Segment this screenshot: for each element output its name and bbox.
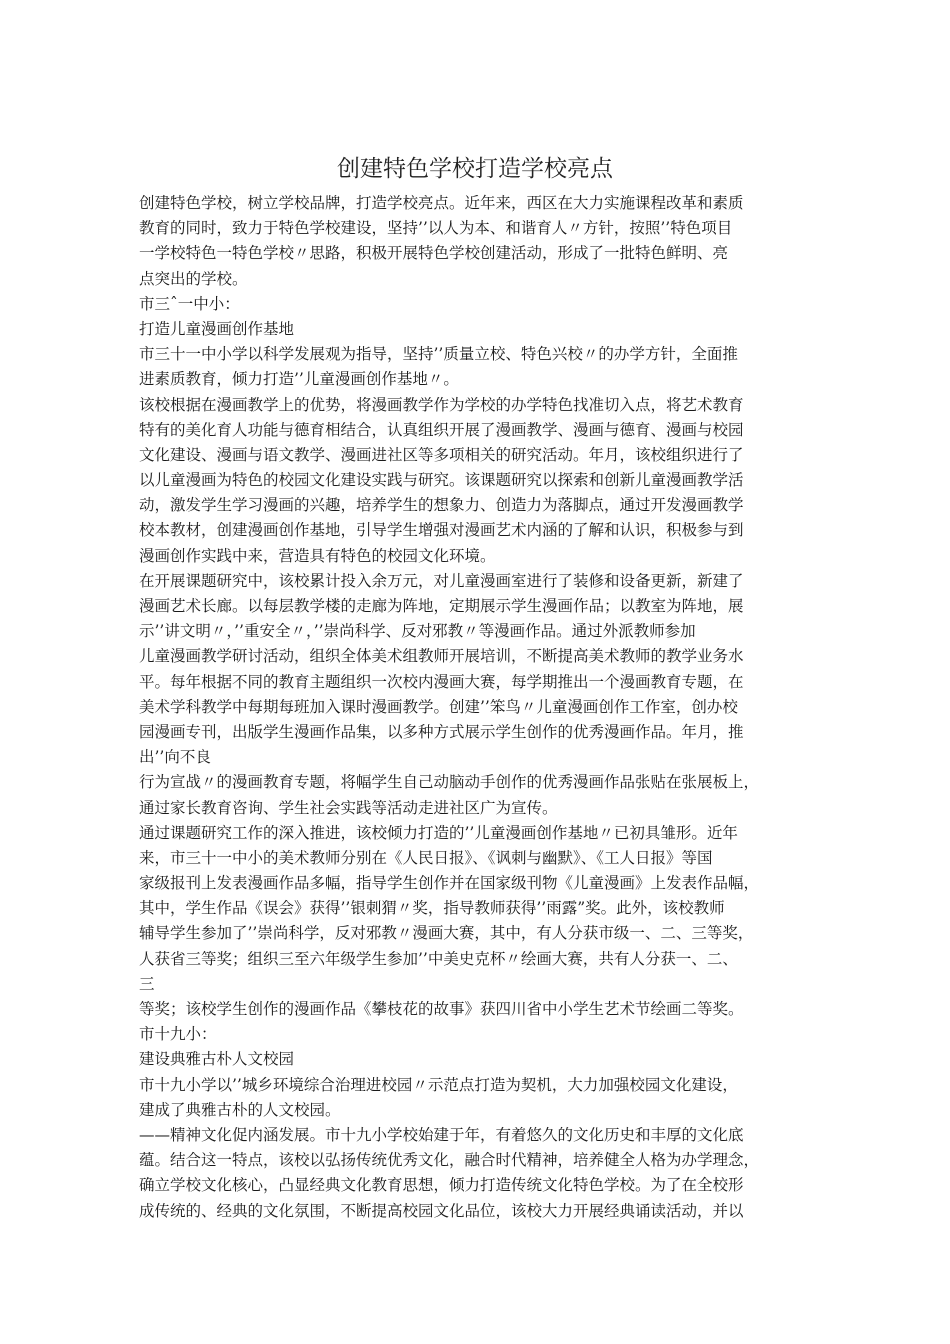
text-line: 平。每年根据不同的教育主题组织一次校内漫画大赛，每学期推出一个漫画教育专题，在 xyxy=(139,672,744,691)
text-line: ——精神文化促内涵发展。市十九小学校始建于年，有着悠久的文化历史和丰厚的文化底 xyxy=(139,1125,744,1144)
text-line: 市十九小： xyxy=(139,1025,217,1044)
text-line: 文化建设、漫画与语文教学、漫画进社区等多项相关的研究活动。年月，该校组织进行了 xyxy=(139,445,744,464)
text-line: 三 xyxy=(139,974,155,993)
text-line: 教育的同时，致力于特色学校建设，坚持’’以人为本、和谐育人〃方针，按照’’特色项目 xyxy=(139,219,733,238)
text-line: 人获省三等奖；组织三至六年级学生参加’’中美史克杯〃绘画大赛，共有人分获一、二、 xyxy=(139,949,738,968)
text-line: 出’’向不良 xyxy=(139,748,211,767)
text-line: 来，市三十一中小的美术教师分别在《人民日报》、《讽刺与幽默》、《工人日报》等国 xyxy=(139,848,713,867)
text-line: 儿童漫画教学研讨活动，组织全体美术组教师开展培训，不断提高美术教师的教学业务水 xyxy=(139,647,744,666)
text-line: 建设典雅古朴人文校园 xyxy=(139,1050,295,1069)
text-line: 市十九小学以’’城乡环境综合治理进校园〃示范点打造为契机，大力加强校园文化建设， xyxy=(139,1075,738,1094)
text-line: 通过家长教育咨询、学生社会实践等活动走进社区广为宣传。 xyxy=(139,798,558,817)
text-line: 家级报刊上发表漫画作品多幅，指导学生创作并在国家级刊物《儿童漫画》上发表作品幅， xyxy=(139,874,760,893)
text-line: 行为宣战〃的漫画教育专题，将幅学生自己动脑动手创作的优秀漫画作品张贴在张展板上， xyxy=(139,773,760,792)
text-line: 园漫画专刊，出版学生漫画作品集，以多种方式展示学生创作的优秀漫画作品。年月，推 xyxy=(139,722,744,741)
text-line: 进素质教育，倾力打造’’儿童漫画创作基地〃。 xyxy=(139,370,459,389)
text-line: 市三十一中小学以科学发展观为指导，坚持’’质量立校、特色兴校〃的办学方针，全面推 xyxy=(139,345,738,364)
text-line: 特有的美化育人功能与德育相结合，认真组织开展了漫画教学、漫画与德育、漫画与校园 xyxy=(139,420,744,439)
text-line: 建成了典雅古朴的人文校园。 xyxy=(139,1100,341,1119)
text-line: 校本教材，创建漫画创作基地，引导学生增强对漫画艺术内涵的了解和认识，积极参与到 xyxy=(139,521,744,540)
text-line: 创建特色学校，树立学校品牌，打造学校亮点。近年来，西区在大力实施课程改革和素质 xyxy=(139,194,744,212)
document-body xyxy=(139,191,819,1224)
text-line: 示’’讲文明〃，’’重安全〃，’’崇尚科学、反对邪教〃等漫画作品。通过外派教师参加 xyxy=(139,622,696,641)
text-line: 蕴。结合这一特点，该校以弘扬传统优秀文化，融合时代精神，培养健全人格为办学理念， xyxy=(139,1151,760,1170)
text-line: 漫画创作实践中来，营造具有特色的校园文化环境。 xyxy=(139,546,496,565)
text-line: 通过课题研究工作的深入推进，该校倾力打造的’’儿童漫画创作基地〃已初具雏形。近年 xyxy=(139,823,738,842)
text-line: 等奖；该校学生创作的漫画作品《攀枝花的故事》获四川省中小学生艺术节绘画二等奖。 xyxy=(139,1000,744,1018)
text-line: 成传统的、经典的文化氛围，不断提高校园文化品位，该校大力开展经典诵读活动，并以 xyxy=(139,1201,744,1220)
text-line: 漫画艺术长廊。以每层教学楼的走廊为阵地，定期展示学生漫画作品；以教室为阵地，展 xyxy=(139,597,744,615)
text-line: 一学校特色一特色学校〃思路，积极开展特色学校创建活动，形成了一批特色鲜明、亮 xyxy=(139,244,729,263)
text-line: 确立学校文化核心，凸显经典文化教育思想，倾力打造传统文化特色学校。为了在全校形 xyxy=(139,1176,744,1195)
text-line: 该校根据在漫画教学上的优势，将漫画教学作为学校的办学特色找准切入点，将艺术教育 xyxy=(139,395,744,414)
text-line: 美术学科教学中每期每班加入课时漫画教学。创建’’笨鸟〃儿童漫画创作工作室，创办校 xyxy=(139,697,738,716)
document-title: 创建特色学校打造学校亮点 xyxy=(337,156,613,183)
text-line: 打造儿童漫画创作基地 xyxy=(139,319,295,338)
text-line: 点突出的学校。 xyxy=(139,269,248,288)
text-line: 其中，学生作品《误会》获得’’银刺猬〃奖，指导教师获得’’雨露”奖。此外，该校教师 xyxy=(139,899,725,918)
text-line: 以儿童漫画为特色的校园文化建设实践与研究。该课题研究以探索和创新儿童漫画教学活 xyxy=(139,471,744,490)
text-line: 辅导学生参加了’’崇尚科学，反对邪教〃漫画大赛，其中，有人分获市级一、二、三等奖， xyxy=(139,924,754,943)
text-line: 动，激发学生学习漫画的兴趣，培养学生的想象力、创造力为落脚点，通过开发漫画教学 xyxy=(139,496,744,515)
text-line: 在开展课题研究中，该校累计投入余万元，对儿童漫画室进行了装修和设备更新，新建了 xyxy=(139,571,744,590)
text-line: 市三ˆ一中小： xyxy=(139,294,240,313)
